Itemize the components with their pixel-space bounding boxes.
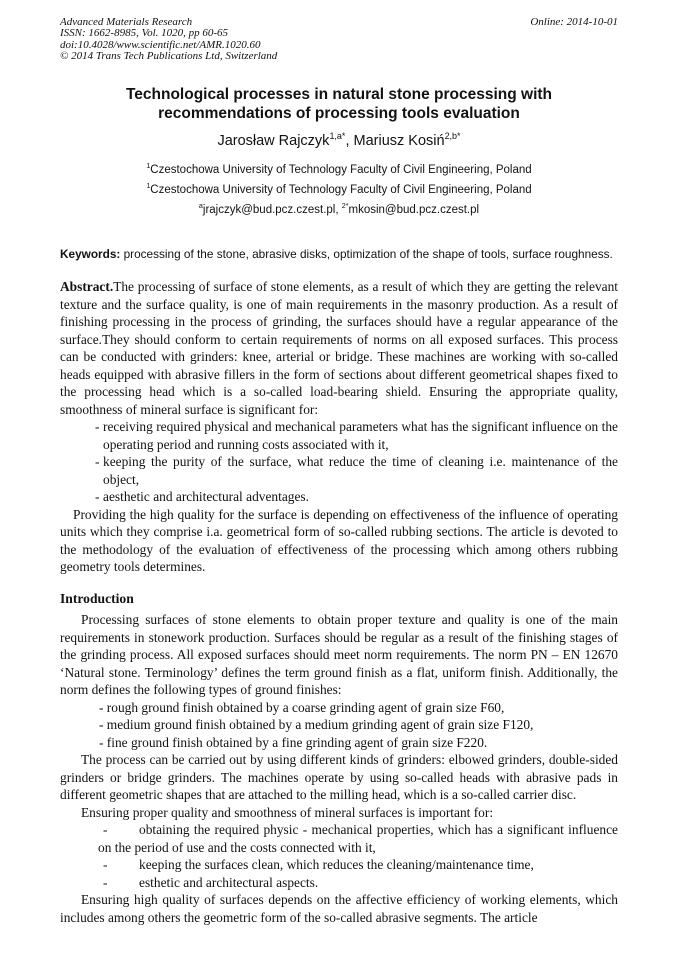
introduction-paragraph-3: Ensuring proper quality and smoothness of mineral surfaces is important for: — [81, 804, 494, 820]
abstract-paragraph — [60, 278, 618, 418]
emails-line — [60, 203, 618, 217]
author-1-name: Jarosław Rajczyk — [217, 132, 330, 149]
dash-marker: - — [95, 489, 100, 505]
abstract-bullet-1-text: receiving required physical and mechanical parameters what has the significant influence on the operating period and running costs associated with it, — [103, 419, 618, 452]
introduction-bullet-3-text: esthetic and architectural aspects. — [139, 874, 319, 890]
email-2: mkosin@bud.pcz.czest.pl — [348, 203, 480, 216]
affiliation-2-text: Czestochowa University of Technology Faculty of Civil Engineering, Poland — [150, 183, 532, 196]
online-date: Online: 2014-10-01 — [530, 16, 618, 28]
finish-type-2: - medium ground finish obtained by a medium grinding agent of grain size F120, — [99, 717, 534, 733]
introduction-heading: Introduction — [60, 590, 134, 606]
keywords-paragraph — [60, 247, 618, 263]
abstract-label: Abstract. — [60, 279, 114, 295]
introduction-bullet-2 — [60, 856, 618, 874]
dash-marker: - — [103, 822, 108, 838]
author-1-superscript: 1,a* — [329, 130, 346, 141]
abstract-bullet-3 — [60, 488, 618, 506]
authors-line — [60, 130, 618, 150]
introduction-paragraph-4: Ensuring high quality of surfaces depends on the affective efficiency of working elements, which includes among others the geometric form of the so-called abrasive segments. The article — [60, 892, 618, 925]
email-2-superscript: 2* — [341, 201, 349, 210]
issn-line: ISSN: 1662-8985, Vol. 1020, pp 60-65 — [60, 27, 229, 40]
copyright-line: © 2014 Trans Tech Publications Ltd, Switzerland — [60, 50, 278, 63]
author-2-superscript: 2,b* — [444, 130, 461, 141]
introduction-paragraph-1: Processing surfaces of stone elements to obtain proper texture and quality is one of the main requirements in stonework production. Surfaces should be regular as a result of the finishing stages of the grinding process. All exposed surfaces should meet norm requirements. The norm PN – EN 12670 ‘Natural stone. Terminology’ defines the term ground finish as a flat, uniform finish. Additionally, the norm defines the following types of ground finishes: — [60, 612, 618, 698]
keywords-label: Keywords: — [60, 246, 121, 261]
paper-title: Technological processes in natural stone processing with recommendations of processing tools evaluation — [125, 85, 553, 122]
email-1: jrajczyk@bud.pcz.czest.pl, — [202, 203, 342, 216]
introduction-bullet-3 — [60, 874, 618, 892]
abstract-closing-paragraph: Providing the high quality for the surface is depending on effectiveness of the influence of operating units which they comprise i.a. geometrical form of so-called rubbing sections. The article is devoted to the methodology of the evaluation of effectiveness of the processing which among others rubbing geometry tools determines. — [60, 506, 618, 575]
abstract-bullet-1 — [60, 418, 618, 453]
journal-header — [60, 17, 618, 63]
abstract-bullet-2-text: keeping the purity of the surface, what reduce the time of cleaning i.e. maintenance of the object, — [103, 454, 618, 487]
author-2-name: Mariusz Kosiń — [353, 132, 445, 149]
finish-type-3: - fine ground finish obtained by a fine grinding agent of grain size F220. — [99, 734, 488, 750]
dash-marker: - — [95, 419, 100, 435]
introduction-bullet-1 — [60, 821, 618, 856]
journal-name: Advanced Materials Research — [60, 16, 193, 28]
abstract-bullet-3-text: aesthetic and architectural adventages. — [103, 489, 309, 505]
keywords-text: processing of the stone, abrasive disks, optimization of the shape of tools, surface roughness. — [120, 246, 613, 261]
journal-header-left — [60, 17, 277, 63]
affiliation-1-superscript: 1 — [146, 161, 151, 170]
affiliation-2-superscript: 1 — [146, 181, 151, 190]
affiliation-2 — [60, 183, 618, 197]
introduction-bullet-2-text: keeping the surfaces clean, which reduces the cleaning/maintenance time, — [139, 857, 534, 873]
authors-separator: , — [345, 132, 354, 149]
dash-marker: - — [95, 454, 100, 470]
affiliation-1 — [60, 163, 618, 177]
finish-type-1: - rough ground finish obtained by a coarse grinding agent of grain size F60, — [99, 699, 505, 715]
dash-marker: - — [103, 874, 108, 890]
dash-marker: - — [103, 857, 108, 873]
introduction-paragraph-2: The process can be carried out by using different kinds of grinders: elbowed grinders, double-sided grinders or bridge grinders. The machines operate by using so-called heads with abrasive pads in different geometric shapes that are attached to the milling head, which is a so-called carrier disc. — [60, 752, 618, 803]
introduction-bullet-1-text: obtaining the required physic - mechanical properties, which has a significant influence on the period of use and the costs connected with it, — [98, 822, 618, 855]
abstract-text: The processing of surface of stone elements, as a result of which they are getting the relevant texture and the surface quality, is one of main requirements in the masonry production. As a result of finishing processing in the process of grinding, the surfaces should have a regular appearance of the surface.They should conform to certain requirements of norms on all exposed surfaces. This process can be conducted with grinders: knee, arterial or bridge. These machines are working with so-called heads equipped with abrasive fillers in the form of sections about different geometrical shapes fixed to the processing head which is a so-called load-bearing shield. Ensuring the appropriate quality, smoothness of mineral surface is significant for: — [60, 279, 618, 417]
abstract-bullet-2 — [60, 453, 618, 488]
email-1-superscript: a — [198, 201, 203, 210]
doi-line: doi:10.4028/www.scientific.net/AMR.1020.60 — [60, 38, 261, 51]
affiliation-1-text: Czestochowa University of Technology Faculty of Civil Engineering, Poland — [150, 163, 532, 176]
